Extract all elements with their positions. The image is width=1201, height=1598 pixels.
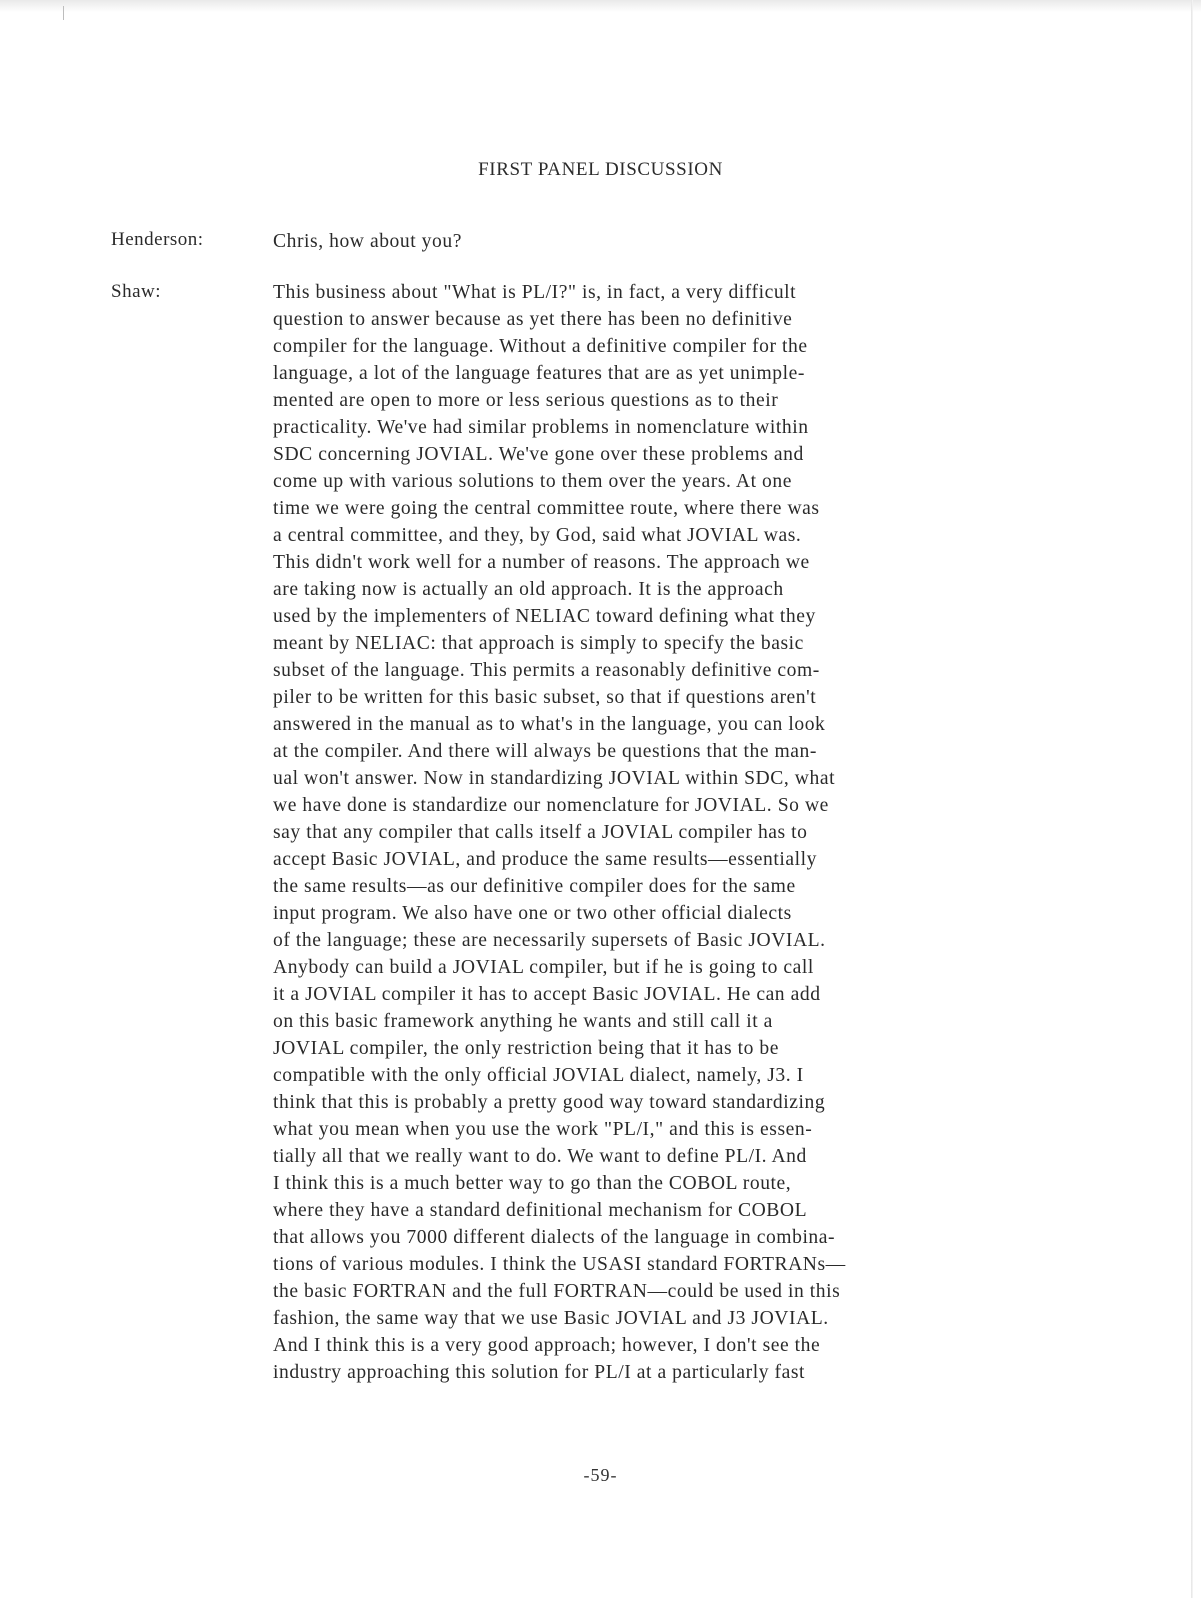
utterance-line: This business about "What is PL/I?" is, in fact, a very difficult [273,282,797,303]
utterance-line: a central committee, and they, by God, said what JOVIAL was. [273,525,802,546]
utterance-line: piler to be written for this basic subset, so that if questions aren't [273,687,817,708]
utterance-henderson [273,228,462,255]
utterance-line: JOVIAL compiler, the only restriction being that it has to be [273,1038,779,1059]
scan-tick-mark [63,6,64,20]
utterance-line: come up with various solutions to them over the years. At one [273,471,792,492]
utterance-line: I think this is a much better way to go than the COBOL route, [273,1173,792,1194]
utterance-line: This didn't work well for a number of reasons. The approach we [273,552,810,573]
utterance-line: fashion, the same way that we use Basic JOVIAL and J3 JOVIAL. [273,1308,829,1329]
utterance-line: we have done is standardize our nomenclature for JOVIAL. So we [273,795,829,816]
utterance-line: of the language; these are necessarily supersets of Basic JOVIAL. [273,930,826,951]
utterance-line: practicality. We've had similar problems in nomenclature within [273,417,809,438]
utterance-line: accept Basic JOVIAL, and produce the same results—essentially [273,849,817,870]
utterance-line: used by the implementers of NELIAC toward defining what they [273,606,816,627]
utterance-line: that allows you 7000 different dialects of the language in combina- [273,1227,836,1248]
utterance-line: compiler for the language. Without a definitive compiler for the [273,336,808,357]
utterance-line: question to answer because as yet there has been no definitive [273,309,793,330]
utterance-line: mented are open to more or less serious questions as to their [273,390,779,411]
utterance-line: ual won't answer. Now in standardizing JOVIAL within SDC, what [273,768,836,789]
utterance-line: answered in the manual as to what's in the language, you can look [273,714,826,735]
utterance-line: tially all that we really want to do. We want to define PL/I. And [273,1146,807,1167]
speaker-label-henderson: Henderson: [111,229,204,250]
utterance-line: Chris, how about you? [273,231,462,252]
utterance-line: subset of the language. This permits a reasonably definitive com- [273,660,820,681]
utterance-line: compatible with the only official JOVIAL dialect, namely, J3. I [273,1065,804,1086]
utterance-line: say that any compiler that calls itself a JOVIAL compiler has to [273,822,808,843]
utterance-line: input program. We also have one or two other official dialects [273,903,792,924]
utterance-line: language, a lot of the language features that are as yet unimple- [273,363,805,384]
utterance-line: what you mean when you use the work "PL/I," and this is essen- [273,1119,813,1140]
utterance-line: SDC concerning JOVIAL. We've gone over these problems and [273,444,804,465]
utterance-line: the same results—as our definitive compiler does for the same [273,876,796,897]
utterance-line: at the compiler. And there will always be questions that the man- [273,741,817,762]
utterance-line: industry approaching this solution for PL/I at a particularly fast [273,1362,806,1383]
page-number: -59- [583,1465,618,1485]
utterance-shaw [273,279,846,1386]
scan-edge-top [0,0,1201,12]
utterance-line: And I think this is a very good approach; however, I don't see the [273,1335,821,1356]
utterance-line: meant by NELIAC: that approach is simply to specify the basic [273,633,804,654]
utterance-line: think that this is probably a pretty good way toward standardizing [273,1092,826,1113]
utterance-line: on this basic framework anything he wants and still call it a [273,1011,773,1032]
page-heading: FIRST PANEL DISCUSSION [478,159,723,180]
utterance-line: are taking now is actually an old approach. It is the approach [273,579,784,600]
scan-edge-right [1191,0,1193,1598]
utterance-line: Anybody can build a JOVIAL compiler, but if he is going to call [273,957,814,978]
utterance-line: the basic FORTRAN and the full FORTRAN—could be used in this [273,1281,841,1302]
speaker-label-shaw: Shaw: [111,281,161,302]
utterance-line: time we were going the central committee route, where there was [273,498,820,519]
utterance-line: where they have a standard definitional mechanism for COBOL [273,1200,808,1221]
utterance-line: tions of various modules. I think the USASI standard FORTRANs— [273,1254,846,1275]
utterance-line: it a JOVIAL compiler it has to accept Basic JOVIAL. He can add [273,984,821,1005]
